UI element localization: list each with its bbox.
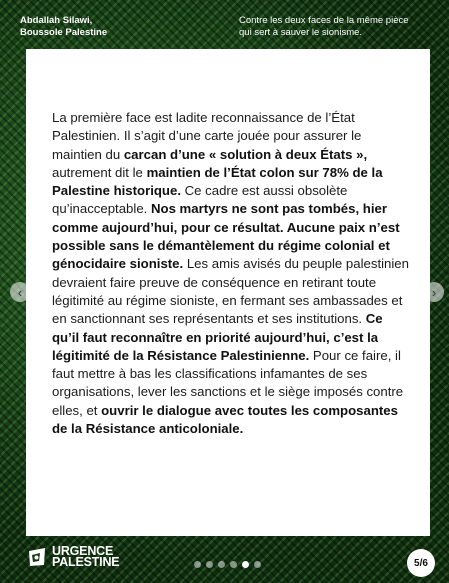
carousel-dot[interactable] [206, 561, 213, 568]
carousel-dots [194, 561, 261, 568]
carousel-dot[interactable] [218, 561, 225, 568]
author-name: Abdallah Silawi, [20, 15, 93, 26]
carousel-dot[interactable] [194, 561, 201, 568]
bold-segment: carcan d’une « solution à deux États », [123, 146, 368, 162]
bold-segment: Nos martyrs ne sont pas tombés, hier comme aujourd’hui, pour ce résultat. Aucune paix n’est possible sans le démantèlement du régime colonial et génocidaire sioniste. [52, 201, 400, 272]
previous-slide-button[interactable] [10, 282, 30, 302]
next-slide-button[interactable] [424, 282, 444, 302]
text-segment: autrement dit le [52, 164, 147, 180]
post-title-line-2: qui sert à sauver le sionisme. [239, 27, 363, 38]
carousel-dot[interactable] [254, 561, 261, 568]
text-segment: Pour ce faire, il faut mettre à bas les classifications infamantes de ses organisations, lever les sanctions et le siège imposés contre elles, et [52, 347, 404, 418]
post-title-line-1: Contre les deux faces de la même pièce [239, 15, 409, 26]
slide-card [26, 49, 430, 536]
carousel-dot-active[interactable] [242, 561, 249, 568]
bold-segment: Ce qu’il faut reconnaître en priorité aujourd’hui, c’est la légitimité de la Résistance Palestinienne. [52, 311, 383, 363]
chevron-left-icon: ‹ [17, 284, 23, 300]
text-segment: Les amis avisés du peuple palestinien devraient faire preuve de conséquence en retirant toute légitimité au régime sioniste, en fermant ses ambassades et en sanctionnant ses représentants et ses institutions. [52, 256, 409, 327]
author-credit [20, 15, 107, 39]
text-segment: Ce cadre est aussi obsolète qu’inacceptable. [52, 183, 348, 217]
post-title [239, 15, 429, 39]
page-indicator: 5/6 [407, 549, 435, 577]
logo-line-2: PALESTINE [52, 555, 120, 569]
logo-emblem-icon [27, 547, 47, 567]
bold-segment: ouvrir le dialogue avec toutes les composantes de la Résistance anticoloniale. [52, 402, 398, 437]
urgence-palestine-logo [27, 546, 119, 568]
bold-segment: maintien de l’État colon sur 78% de la Palestine historique. [52, 164, 383, 199]
carousel-dot[interactable] [230, 561, 237, 568]
logo-line-1: URGENCE [52, 544, 114, 558]
chevron-right-icon: › [431, 284, 437, 300]
article-text [52, 109, 412, 438]
author-organization: Boussole Palestine [20, 27, 108, 38]
text-segment: La première face est ladite reconnaissance de l’État Palestinien. Il s’agit d’une carte jouée pour assurer le maintien du [52, 110, 362, 162]
